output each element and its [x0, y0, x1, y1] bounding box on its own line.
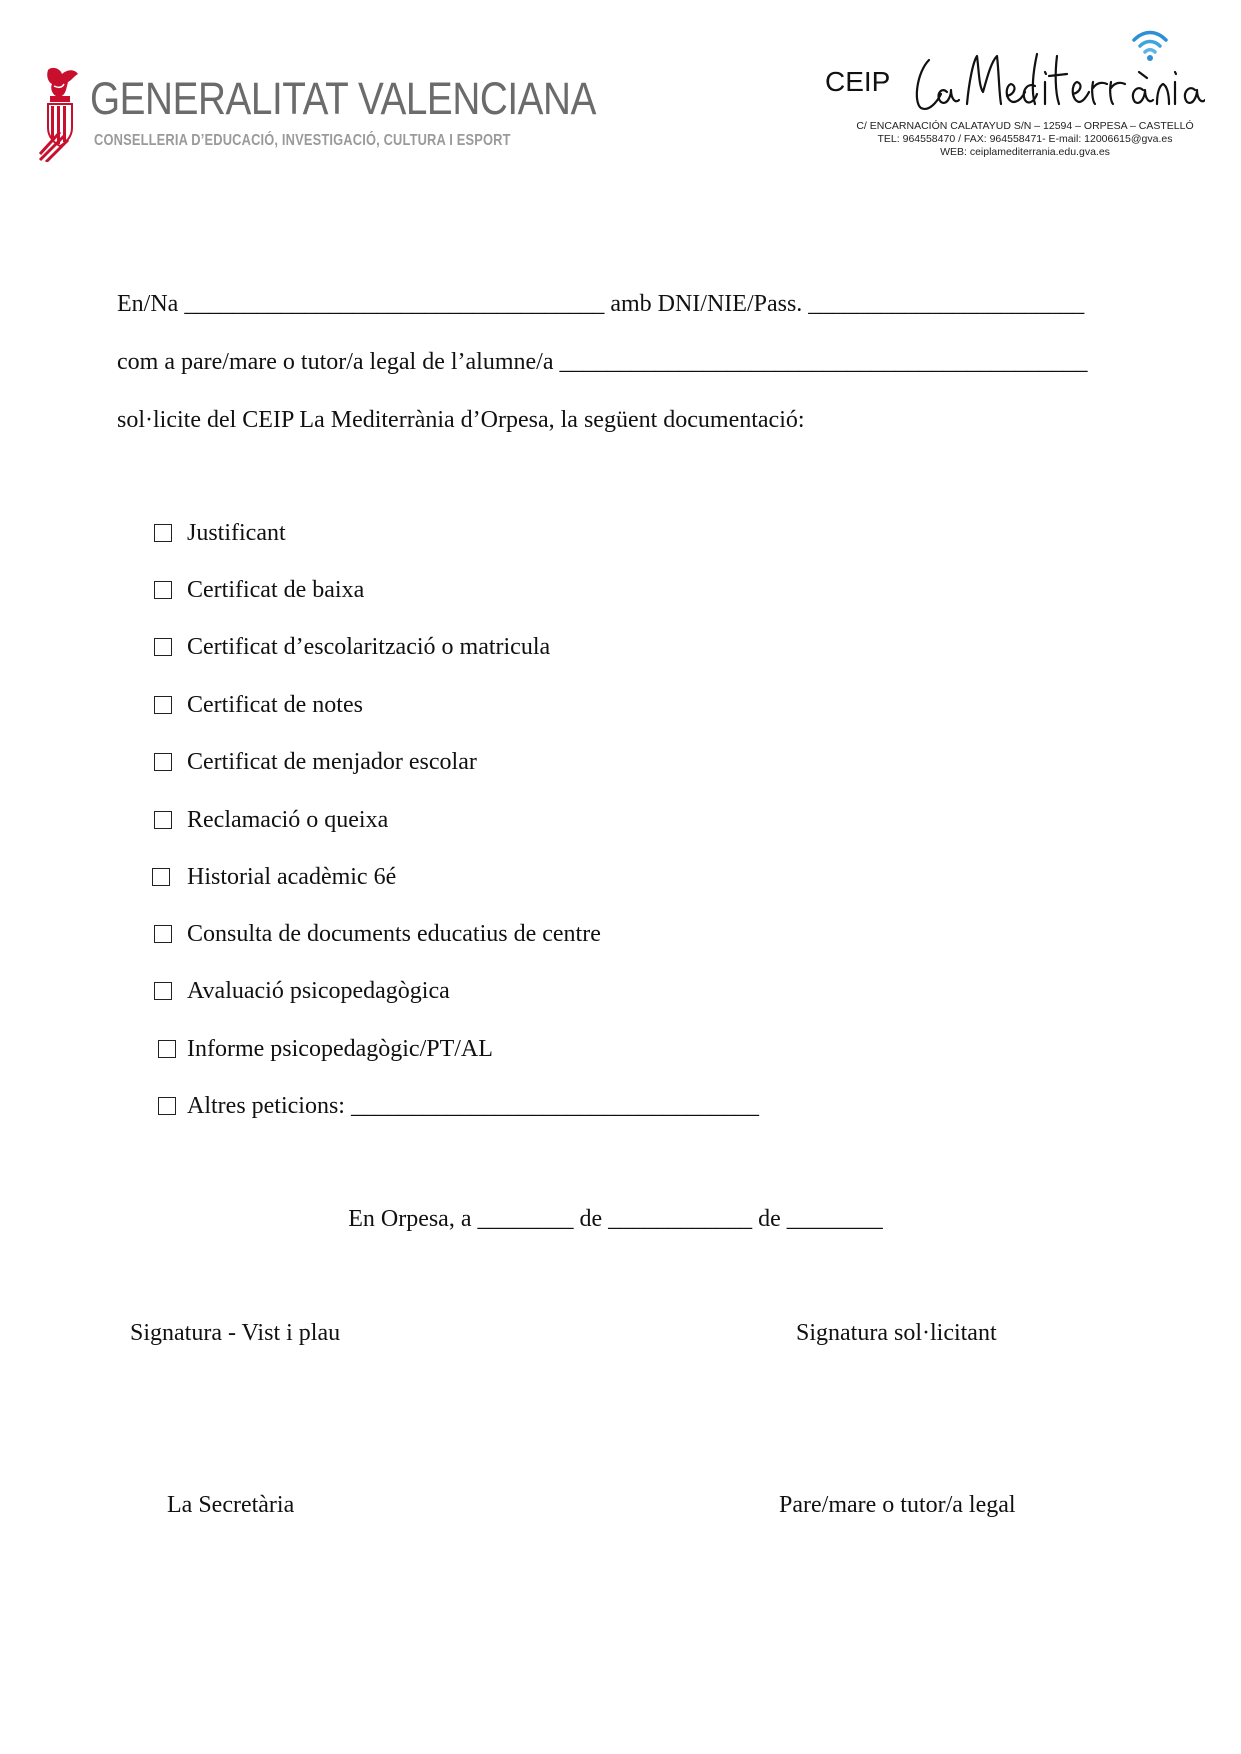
- generalitat-title: GENERALITAT VALENCIANA: [90, 73, 596, 124]
- option-label[interactable]: Altres peticions: __________________________________: [187, 1092, 759, 1119]
- option-label: Informe psicopedagògic/PT/AL: [187, 1035, 493, 1062]
- checkbox-informe-psicopedagogic[interactable]: [158, 1040, 176, 1058]
- school-address-line: C/ ENCARNACIÓN CALATAYUD S/N – 12594 – ORPESA – CASTELLÓ: [856, 120, 1194, 132]
- student-name-line[interactable]: com a pare/mare o tutor/a legal de l’alumne/a ____________________________________________: [117, 349, 1088, 375]
- checkbox-reclamacio[interactable]: [154, 811, 172, 829]
- checkbox-certificat-escolaritzacio[interactable]: [154, 638, 172, 656]
- applicant-name-line[interactable]: En/Na ___________________________________ amb DNI/NIE/Pass. _______________________: [117, 291, 1085, 317]
- option-certificat-escolaritzacio[interactable]: [154, 632, 550, 662]
- school-logo: [815, 28, 1225, 168]
- wifi-icon: [1130, 28, 1170, 62]
- checkbox-consulta-documents[interactable]: [154, 925, 172, 943]
- option-altres-peticions[interactable]: [158, 1091, 759, 1121]
- option-label: Avaluació psicopedagògica: [187, 977, 450, 1004]
- option-certificat-menjador[interactable]: [154, 747, 477, 777]
- option-informe-psicopedagogic[interactable]: [158, 1034, 493, 1064]
- request-intro-text: sol·licite del CEIP La Mediterrània d’Orpesa, la següent documentació:: [117, 407, 805, 433]
- checkbox-certificat-notes[interactable]: [154, 696, 172, 714]
- option-certificat-notes[interactable]: [154, 690, 363, 720]
- conselleria-subtitle: CONSELLERIA D’EDUCACIÓ, INVESTIGACIÓ, CULTURA I ESPORT: [94, 132, 511, 149]
- date-line[interactable]: En Orpesa, a ________ de ____________ de ________: [348, 1206, 883, 1232]
- option-label: Certificat de notes: [187, 691, 363, 718]
- checkbox-avaluacio-psicopedagogica[interactable]: [154, 982, 172, 1000]
- school-web-line: WEB: ceiplamediterrania.edu.gva.es: [940, 146, 1110, 158]
- checkbox-historial-academic[interactable]: [152, 868, 170, 886]
- option-avaluacio-psicopedagogica[interactable]: [154, 976, 450, 1006]
- ceip-label: CEIP: [825, 66, 891, 97]
- signature-right-role: Pare/mare o tutor/a legal: [779, 1492, 1016, 1518]
- option-label: Historial acadèmic 6é: [187, 863, 397, 890]
- option-label: Justificant: [187, 519, 286, 546]
- option-certificat-baixa[interactable]: [154, 575, 364, 605]
- generalitat-emblem-icon: [38, 66, 90, 162]
- option-historial-academic[interactable]: [152, 862, 396, 892]
- option-label: Consulta de documents educatius de centre: [187, 920, 601, 947]
- signature-right-title: Signatura sol·licitant: [796, 1320, 997, 1346]
- checkbox-justificant[interactable]: [154, 524, 172, 542]
- option-justificant[interactable]: [154, 518, 286, 548]
- signature-left-role: La Secretària: [167, 1492, 295, 1518]
- option-label: Certificat de baixa: [187, 576, 365, 603]
- option-label: Certificat de menjador escolar: [187, 748, 477, 775]
- generalitat-logo: [38, 66, 596, 162]
- school-address: [825, 120, 1225, 159]
- signature-left-title: Signatura - Vist i plau: [130, 1320, 341, 1346]
- option-label: Certificat d’escolarització o matricula: [187, 633, 551, 660]
- checkbox-certificat-menjador[interactable]: [154, 753, 172, 771]
- option-consulta-documents[interactable]: [154, 919, 601, 949]
- checkbox-altres-peticions[interactable]: [158, 1097, 176, 1115]
- option-label: Reclamació o queixa: [187, 806, 389, 833]
- option-reclamacio[interactable]: [154, 805, 388, 835]
- checkbox-certificat-baixa[interactable]: [154, 581, 172, 599]
- school-contact-line: TEL: 964558470 / FAX: 964558471- E-mail: 12006615@gva.es: [877, 133, 1173, 145]
